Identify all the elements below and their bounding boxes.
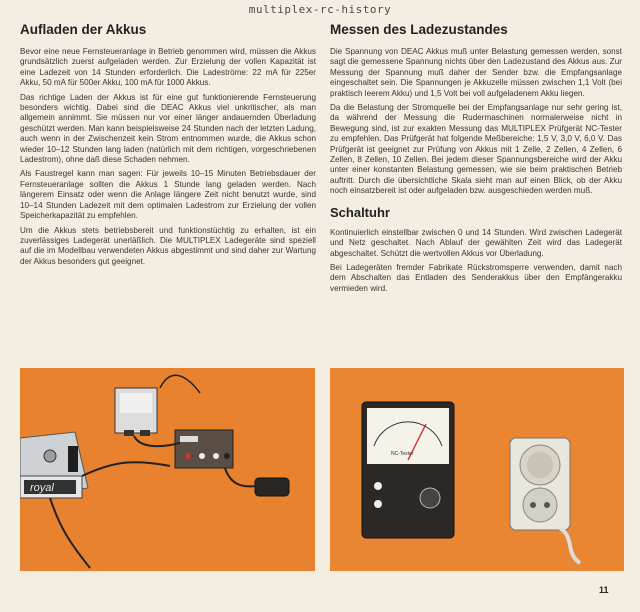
- charger-box-illustration: [175, 430, 233, 468]
- transmitter-illustration: [20, 432, 88, 498]
- battery-illustration: [115, 388, 157, 436]
- measuring-heading: Messen des Ladezustandes: [330, 22, 508, 37]
- timer-paragraph-2: Bei Ladegeräten fremder Fabrikate Rückstromsperre verwenden, damit nach dem Abschalten das Entladen des Senderakkus über den Empfängerakku vermieden wird.: [330, 262, 622, 293]
- charger-photo: [20, 368, 315, 571]
- charging-paragraph-3: Als Faustregel kann man sagen: Für jeweils 10–15 Minuten Betriebsdauer der Fernsteueranlage sollten die Akkus 1 Stunde lang geladen werden. Nach längerem Einsatz oder wenn die Anlage längere Zeit nicht benutzt wurde, sind 10–14 Stunden Ladezeit mit dem optimalen Ladestrom zur Erzielung der vollen Speicherkapazität zu empfehlen.: [20, 169, 316, 221]
- charging-heading: Aufladen der Akkus: [20, 22, 147, 37]
- receiver-pack-illustration: [255, 478, 289, 496]
- nc-tester-illustration: [362, 402, 454, 538]
- charging-paragraph-1: Bevor eine neue Fernsteueranlage in Betrieb genommen wird, müssen die Akkus grundsätzlich zuerst aufgeladen werden. Zur Erzielung der vollen Kapazität ist eine Ladezeit von 14 Stunden erforderlich. Die Ladeströme: 22 mA für 225er Akku, 50 mA für 500er Akku, 100 mA für 1000 Akkus.: [20, 47, 316, 88]
- timer-paragraph-1: Kontinuierlich einstellbar zwischen 0 und 14 Stunden. Wird zwischen Ladegerät und Netz geschaltet. Nach Ablauf der gewählten Zeit wird das Ladegerät abgeschaltet. Schützt die wertvollen Akkus vor Überladung.: [330, 227, 622, 258]
- right-column: [330, 22, 622, 298]
- page-number: 11: [599, 585, 609, 595]
- transmitter-label: royal: [30, 482, 54, 494]
- left-column: [20, 22, 316, 271]
- measuring-paragraph-1: Die Spannung von DEAC Akkus muß unter Belastung gemessen werden, sonst sagt die gemessene Spannung nichts über den Ladezustand des Akkus aus. Zur Messung der Spannung muß daher der Sender bzw. die Empfangsanlage eingeschaltet sein. Die Spannungen je Akkuzelle müssen zwischen 1,1 Volt (bei praktisch leerem Akku) und 1,5 Volt bei voll aufgeladenem Akku liegen.: [330, 47, 622, 98]
- meter-label: NC-Tester: [391, 451, 414, 457]
- tester-photo: [330, 368, 624, 571]
- timer-heading: Schaltuhr: [330, 204, 390, 220]
- measuring-paragraph-2: Da die Belastung der Stromquelle bei der Empfangsanlage nur sehr gering ist, da während der Messung die Rudermaschinen normalerweise nicht in Bewegung sind, ist zur exakten Messung das MULTIPLEX Prüfgerät NC-Tester zu empfehlen. Das Prüfgerät hat folgende Meßbereiche: 1,5 V, 3,0 V, 6,0 V. Das Prüfgerät ist geeignet zur Prüfung von Akkus mit 1 Zelle, 2 Zellen, 4 Zellen, 6 Zellen, 8 Zellen, 10 Zellen. Bei jedem dieser Spannungsbereiche wird der Akku unter einer konstanten Belastung gemessen, wie sie beim praktischen Betrieb auftritt. Durch die übersichtliche Skala sieht man auf einen Blick, ob der Akku noch einsatzbereit ist oder aufgeladen bzw. ausgeschieden werden muß.: [330, 103, 622, 196]
- timer-illustration: [510, 438, 580, 563]
- charging-paragraph-2: Das richtige Laden der Akkus ist für eine gut funktionierende Fernsteuerung besonders wichtig. Dabei sind die DEAC Akkus viel unkritischer, als man allgemein annimmt. Sie müssen nur vor einer länger andauernden Überladung geschützt werden. Man kann beispielsweise 24 Stunden nach der letzten Ladung, auch wenn in der Zwischenzeit kein Strom entnommen wurde, die Akkus schon wieder 10–12 Stunden lang laden (natürlich mit dem richtigen, vorgeschriebenen Ladestrom), ohne daß diese Schaden nehmen.: [20, 92, 316, 165]
- charging-paragraph-4: Um die Akkus stets betriebsbereit und funktionstüchtig zu erhalten, ist ein zuverlässiges Ladegerät unerläßlich. Die MULTIPLEX Ladegeräte sind speziell auf die im Modellbau verwendeten Akkus abgestimmt und sind daher zur Wartung der Akkus besonders gut geeignet.: [20, 225, 316, 266]
- watermark: multiplex-rc-history: [248, 3, 392, 16]
